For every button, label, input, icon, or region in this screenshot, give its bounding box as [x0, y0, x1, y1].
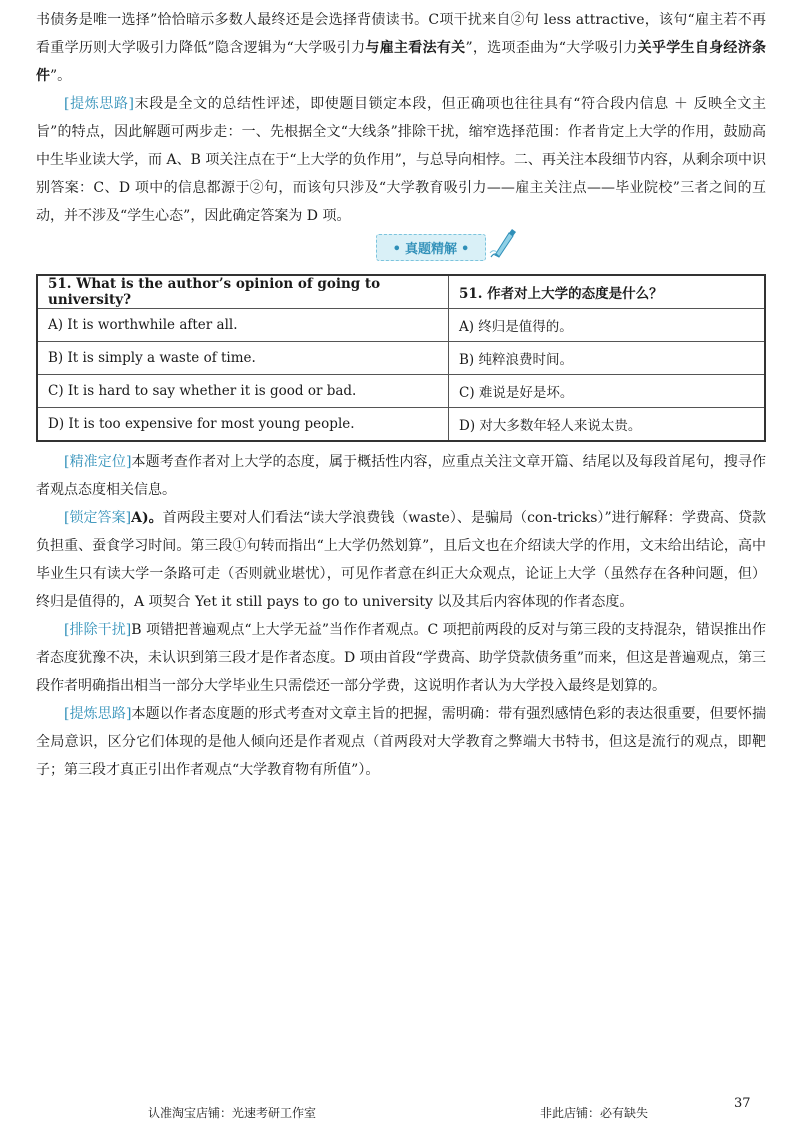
intro-text-b: ”，选项歪曲为“大学吸引力 [465, 40, 638, 56]
question-table [36, 274, 766, 442]
option-row [37, 342, 765, 375]
answer-paragraph [36, 504, 766, 616]
section-banner-wrap [36, 234, 766, 274]
option-zh: B) 纯粹浪费时间。 [449, 342, 766, 375]
option-row [37, 408, 765, 442]
thinking-tag-1: [提炼思路] [64, 96, 135, 112]
page-footer [0, 1096, 800, 1126]
section-banner [376, 234, 487, 261]
answer-text: 首两段主要对人们看法“读大学浪费钱（waste）、是骗局（con-tricks）”进行解释：学费高、贷款负担重、蚕食学习时间。第三段①句转而指出“上大学仍然划算”，且后文也在介绍读大学的作用，文末给出结论，高中毕业生只有读大学一条路可走（否则就业堪忧），可见作者意在纠正大众观点，论证上大学（虽然存在各种问题，但）终归是值得的，A 项契合 Yet it still pays to go to university 以及其后内容体现的作者态度。 [36, 510, 766, 610]
thinking-paragraph-1 [36, 90, 766, 230]
answer-tag: [锁定答案] [64, 510, 132, 526]
option-en: D) It is too expensive for most young people. [37, 408, 449, 442]
thinking-paragraph-2 [36, 700, 766, 784]
option-zh: C) 难说是好是坏。 [449, 375, 766, 408]
option-zh: D) 对大多数年轻人来说太贵。 [449, 408, 766, 442]
option-en: C) It is hard to say whether it is good or bad. [37, 375, 449, 408]
option-row [37, 375, 765, 408]
banner-label: 真题精解 [404, 242, 457, 257]
footer-shop-note: 认准淘宝店铺：光速考研工作室 [148, 1106, 317, 1120]
thinking-text-1: 末段是全文的总结性评述，即使题目锁定本段，但正确项也往往具有“符合段内信息 ＋ 反映全文主旨”的特点，因此解题可两步走：一、先根据全文“大线条”排除干扰，缩窄选择范围：作者肯定上大学的作用，鼓励高中生毕业读大学，而 A、B 项关注点在于“上大学的负作用”，与总导向相悖。二、再关注本段细节内容，从剩余项中识别答案：C、D 项中的信息都源于②句，而该句只涉及“大学教育吸引力——雇主关注点——毕业院校”三者之间的互动，并不涉及“学生心态”，因此确定答案为 D 项。 [36, 96, 766, 224]
locate-tag: [精准定位] [64, 454, 132, 470]
locate-paragraph [36, 448, 766, 504]
thinking-text-2: 本题以作者态度题的形式考查对文章主旨的把握，需明确：带有强烈感情色彩的表达很重要，但要怀揣全局意识，区分它们体现的是他人倾向还是作者观点（首两段对大学教育之弊端大书特书，但这是流行的观点，即靶子；第三段才真正引出作者观点“大学教育物有所值”）。 [36, 706, 766, 778]
question-header-row [37, 275, 765, 309]
option-zh: A) 终归是值得的。 [449, 309, 766, 342]
locate-text: 本题考查作者对上大学的态度，属于概括性内容，应重点关注文章开篇、结尾以及每段首尾句，搜寻作者观点态度相关信息。 [36, 454, 766, 498]
pen-brush-icon [489, 227, 517, 259]
banner-dot-right: • [461, 242, 470, 257]
question-header-zh: 51. 作者对上大学的态度是什么？ [449, 275, 766, 309]
page-content [36, 6, 766, 784]
question-header-en: 51. What is the author’s opinion of going to university? [37, 275, 449, 309]
option-en: B) It is simply a waste of time. [37, 342, 449, 375]
option-en: A) It is worthwhile after all. [37, 309, 449, 342]
intro-text-a: 书债务是唯一选择”恰恰暗示多数人最终还是会选择背债读书。C项干扰来自②句 less attractive，该句“雇主若不再看重学历则大学吸引力降低”隐含逻辑为“大学吸引力 [36, 12, 766, 56]
intro-bold-a: 与雇主看法有关 [365, 40, 466, 56]
eliminate-paragraph [36, 616, 766, 700]
thinking-tag-2: [提炼思路] [64, 706, 132, 722]
intro-paragraph [36, 6, 766, 90]
intro-bold-b: 关乎学生自身经济条件 [36, 40, 767, 84]
answer-choice: A)。 [131, 510, 163, 526]
eliminate-text: B 项错把普遍观点“上大学无益”当作作者观点。C 项把前两段的反对与第三段的支持混杂，错误推出作者态度犹豫不决，未认识到第三段才是作者态度。D 项由首段“学费高、助学贷款债务重”而来，但这是普遍观点，第三段作者明确指出相当一部分大学毕业生只需偿还一部分学费，这说明作者认为大学投入最终是划算的。 [36, 622, 766, 694]
option-row [37, 309, 765, 342]
page-number: 37 [734, 1096, 751, 1111]
intro-text-c: ”。 [50, 68, 72, 84]
footer-warning-note: 非此店铺：必有缺失 [540, 1106, 649, 1120]
banner-dot-left: • [392, 242, 401, 257]
eliminate-tag: [排除干扰] [64, 622, 132, 638]
